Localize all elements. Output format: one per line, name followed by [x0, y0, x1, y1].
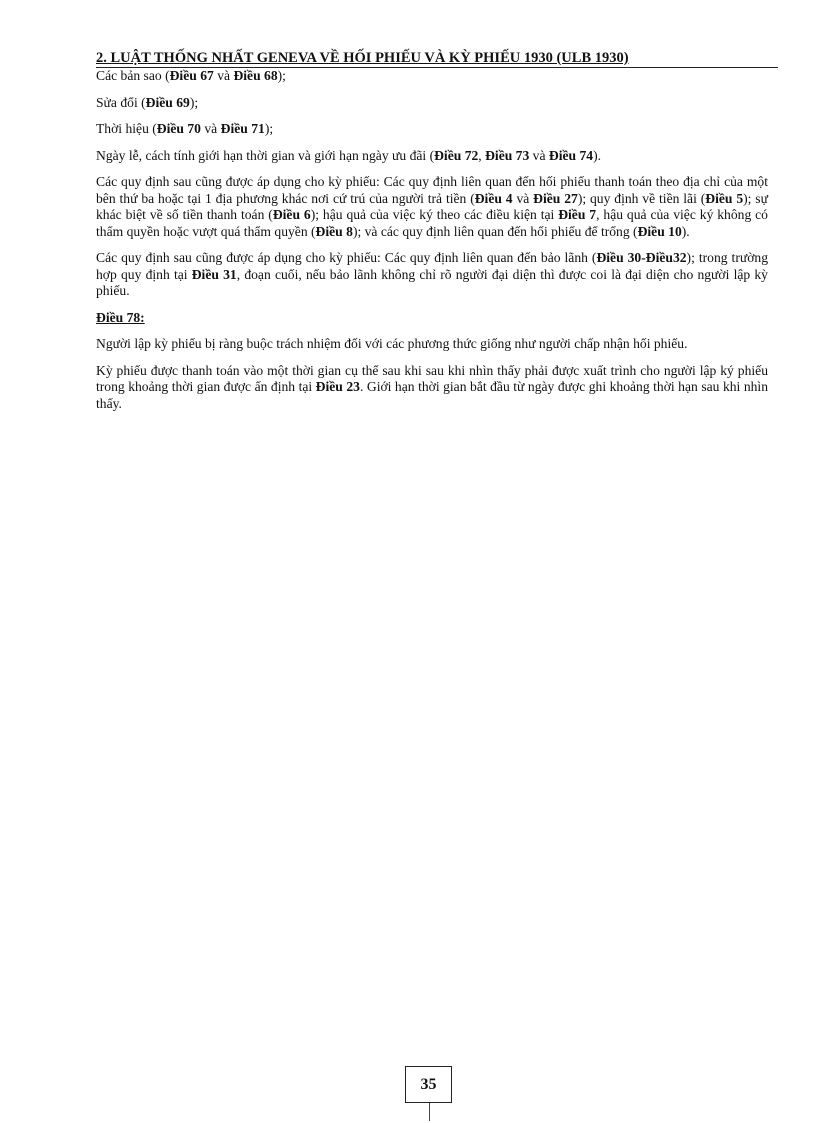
article-78-heading: Điều 78:: [96, 309, 145, 325]
article-ref: Điều 73: [485, 147, 530, 163]
document-body: [96, 68, 768, 422]
paragraph-amendments: [96, 95, 768, 112]
text-run: và: [529, 147, 549, 163]
paragraph-maker-liability: [96, 336, 768, 353]
text-run: ).: [593, 147, 602, 163]
text-run: ,: [478, 147, 486, 163]
article-ref: Điều 31: [191, 266, 237, 282]
text-run: Sửa đổi (: [96, 94, 146, 110]
article-ref: Điều 7: [558, 207, 597, 222]
article-ref: Điều 67: [169, 68, 214, 83]
section-heading-text: 2. LUẬT THỐNG NHẤT GENEVA VỀ HỐI PHIẾU VÀ KỲ PHIẾU 1930 (ULB 1930): [96, 50, 629, 66]
paragraph-limitation: [96, 121, 768, 138]
article-ref: Điều 74: [548, 147, 594, 163]
text-run: Các bản sao (: [96, 68, 170, 83]
article-ref: Điều 4: [474, 190, 513, 206]
article-ref: Điều 10: [637, 223, 682, 239]
text-run: ); trong trường hợp quy định tại: [96, 250, 768, 282]
article-ref: Điều 23: [315, 379, 360, 394]
paragraph-presentation: [96, 363, 768, 413]
article-ref: Điều 69: [145, 94, 190, 110]
article-ref: Điều 72: [434, 147, 479, 163]
article-ref: Điều 71: [220, 121, 265, 136]
article-ref: Điều 6: [272, 207, 311, 222]
paragraph-applicable-rules: [96, 174, 768, 240]
article-ref: Điều 70: [156, 121, 201, 136]
page-number: 35: [405, 1066, 452, 1103]
text-run: . Giới hạn thời gian bắt đầu từ ngày được ghi khoảng thời hạn sau khi nhìn thấy.: [96, 379, 768, 411]
article-ref: Điều 68: [233, 68, 278, 83]
text-run: ).: [681, 223, 690, 239]
text-run: ); quy định về tiền lãi (: [577, 190, 706, 206]
text-run: và: [512, 190, 534, 206]
text-run: );: [264, 121, 274, 136]
paragraph-guarantee-rules: [96, 250, 768, 300]
text-run: );: [189, 94, 199, 110]
page-number-tick: [429, 1103, 430, 1121]
text-run: ); sự khác biệt về số tiền thanh toán (: [96, 190, 768, 222]
text-run: Các quy định sau cũng được áp dụng cho kỳ phiếu: Các quy định liên quan đến hối phiếu thanh toán theo địa chỉ của một bên thứ ba hoặc tại 1 địa phương khác nơi cứ trú của người trả tiền (: [96, 174, 768, 206]
text-run: và: [200, 121, 221, 136]
text-run: ); hậu quả của việc ký theo các điều kiện tại: [310, 207, 559, 222]
article-ref: Điều 5: [705, 190, 744, 206]
paragraph-copies: [96, 68, 768, 85]
text-run: , đoạn cuối, nếu bảo lãnh không chỉ rõ người đại diện thì được coi là đại diện cho người lập kỳ phiếu.: [96, 266, 768, 298]
text-run: );: [277, 68, 286, 83]
paragraph-holidays: [96, 148, 768, 165]
text-run: Ngày lễ, cách tính giới hạn thời gian và giới hạn ngày ưu đãi (: [96, 147, 435, 163]
article-ref: Điều 8: [315, 223, 353, 239]
text-run: Người lập kỳ phiếu bị ràng buộc trách nhiệm đối với các phương thức giống như người chấp nhận hối phiếu.: [96, 336, 688, 351]
text-run: Kỳ phiếu được thanh toán vào một thời gian cụ thể sau khi sau khi nhìn thấy phải được xuất trình cho người lập ký phiếu trong khoảng thời gian được ấn định tại: [96, 362, 768, 394]
text-run: Thời hiệu (: [96, 121, 157, 136]
text-run: và: [213, 68, 234, 83]
article-ref: Điều 30-Điều32: [596, 250, 687, 265]
text-run: , hậu quả của việc ký không có thẩm quyền hoặc vượt quá thẩm quyền (: [96, 207, 768, 239]
text-run: Các quy định sau cũng được áp dụng cho kỳ phiếu: Các quy định liên quan đến bảo lãnh (: [96, 250, 597, 265]
article-ref: Điều 27: [533, 190, 578, 206]
section-heading: [96, 50, 778, 68]
text-run: ); và các quy định liên quan đến hối phiếu để trống (: [352, 223, 638, 239]
